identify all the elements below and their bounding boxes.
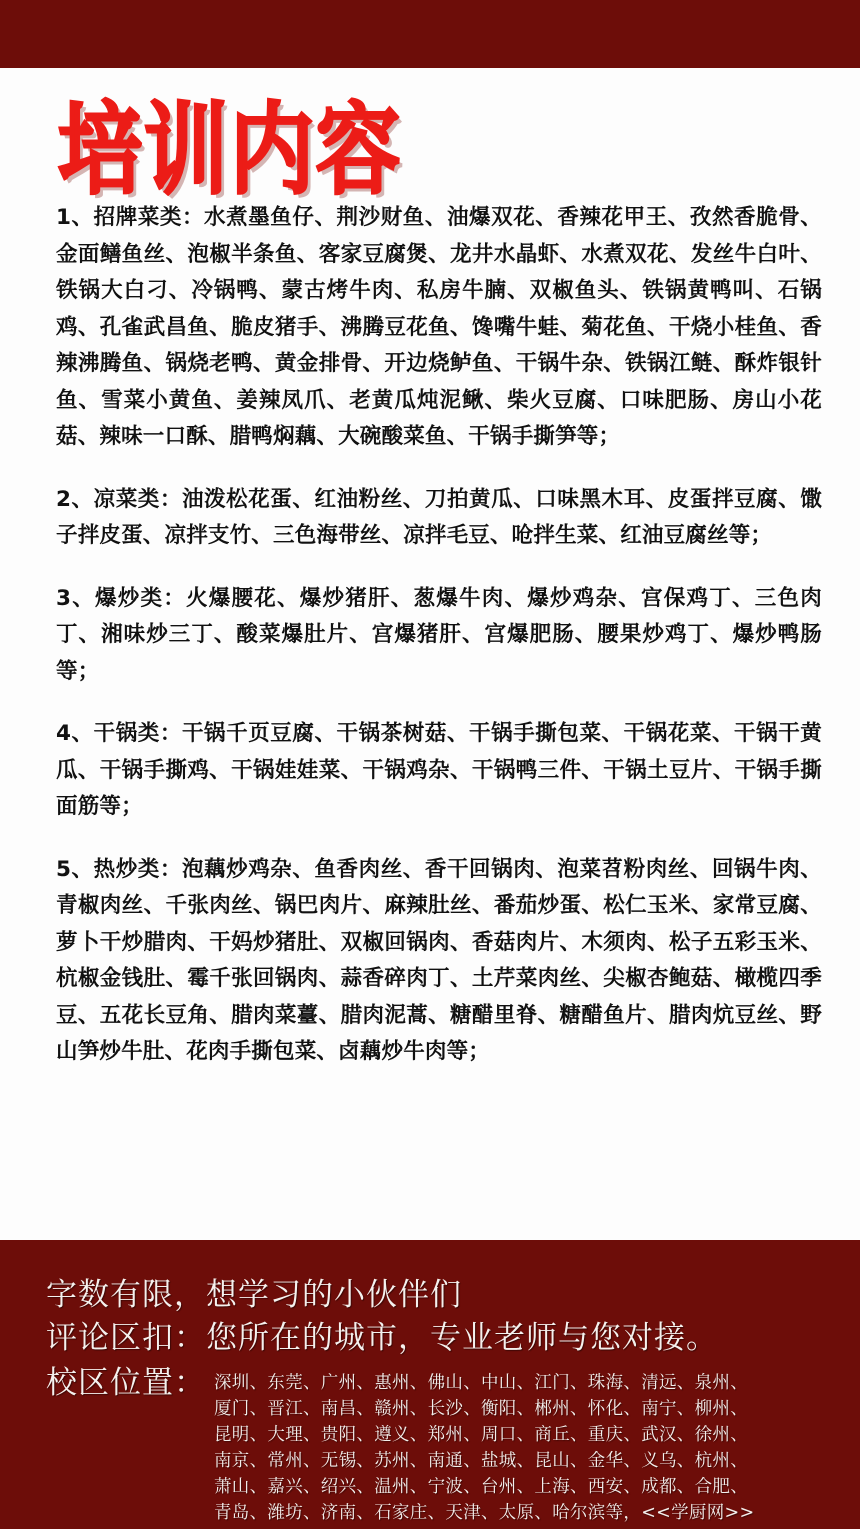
campus-label: 校区位置：	[46, 1365, 206, 1401]
section-paragraph-4: 4、干锅类：干锅千页豆腐、干锅茶树菇、干锅手撕包菜、干锅花菜、干锅干黄瓜、干锅手撕鸡、干锅娃娃菜、干锅鸡杂、干锅鸭三件、干锅土豆片、干锅手撕面筋等；	[56, 721, 822, 819]
city-line: 昆明、大理、贵阳、遵义、郑州、周口、商丘、重庆、武汉、徐州、	[214, 1425, 748, 1445]
footer-maroon-band	[0, 1240, 860, 1529]
section-paragraph-2: 2、凉菜类：油泼松花蛋、红油粉丝、刀拍黄瓜、口味黑木耳、皮蛋拌豆腐、馓子拌皮蛋、凉拌支竹、三色海带丝、凉拌毛豆、呛拌生菜、红油豆腐丝等；	[56, 486, 822, 548]
city-line: 厦门、晋江、南昌、赣州、长沙、衡阳、郴州、怀化、南宁、柳州、	[214, 1399, 748, 1419]
city-line: 深圳、东莞、广州、惠州、佛山、中山、江门、珠海、清远、泉州、	[214, 1373, 748, 1393]
city-line: 青岛、潍坊、济南、石家庄、天津、太原、哈尔滨等，<<学厨网>>	[214, 1503, 755, 1523]
footer-line-2: 评论区扣：您所在的城市，专业老师与您对接。	[46, 1320, 718, 1356]
section-paragraph-5: 5、热炒类：泡藕炒鸡杂、鱼香肉丝、香干回锅肉、泡菜苕粉肉丝、回锅牛肉、青椒肉丝、千张肉丝、锅巴肉片、麻辣肚丝、番茄炒蛋、松仁玉米、家常豆腐、萝卜干炒腊肉、干妈炒猪肚、双椒回锅肉、香菇肉片、木须肉、松子五彩玉米、杭椒金钱肚、霉千张回锅肉、蒜香碎肉丁、土芹菜肉丝、尖椒杏鲍菇、橄榄四季豆、五花长豆角、腊肉菜薹、腊肉泥蒿、糖醋里脊、糖醋鱼片、腊肉炕豆丝、野山笋炒牛肚、花肉手撕包菜、卤藕炒牛肉等；	[56, 856, 822, 1064]
campus-city-list	[214, 1370, 834, 1526]
footer-line-1: 字数有限，想学习的小伙伴们	[46, 1277, 462, 1313]
main-content-area	[0, 68, 860, 1240]
campus-location-row	[46, 1364, 860, 1526]
top-maroon-band	[0, 0, 860, 68]
city-line: 南京、常州、无锡、苏州、南通、盐城、昆山、金华、义乌、杭州、	[214, 1451, 748, 1471]
section-paragraph-3: 3、爆炒类：火爆腰花、爆炒猪肝、葱爆牛肉、爆炒鸡杂、宫保鸡丁、三色肉丁、湘味炒三丁、酸菜爆肚片、宫爆猪肝、宫爆肥肠、腰果炒鸡丁、爆炒鸭肠等；	[56, 585, 822, 684]
sections-list	[0, 200, 860, 1071]
city-line: 萧山、嘉兴、绍兴、温州、宁波、台州、上海、西安、成都、合肥、	[214, 1477, 748, 1497]
section-paragraph-1: 1、招牌菜类：水煮墨鱼仔、荆沙财鱼、油爆双花、香辣花甲王、孜然香脆骨、金面鳝鱼丝、泡椒半条鱼、客家豆腐煲、龙井水晶虾、水煮双花、发丝牛白叶、铁锅大白刁、冷锅鸭、蒙古烤牛肉、私房牛腩、双椒鱼头、铁锅黄鸭叫、石锅鸡、孔雀武昌鱼、脆皮猪手、沸腾豆花鱼、馋嘴牛蛙、菊花鱼、干烧小桂鱼、香辣沸腾鱼、锅烧老鸭、黄金排骨、开边烧鲈鱼、干锅牛杂、铁锅江鲢、酥炸银针鱼、雪菜小黄鱼、姜辣凤爪、老黄瓜炖泥鳅、柴火豆腐、口味肥肠、房山小花菇、辣味一口酥、腊鸭焖藕、大碗酸菜鱼、干锅手撕笋等；	[56, 205, 822, 449]
title-container	[0, 68, 860, 208]
page-title: 培训内容	[58, 91, 403, 208]
